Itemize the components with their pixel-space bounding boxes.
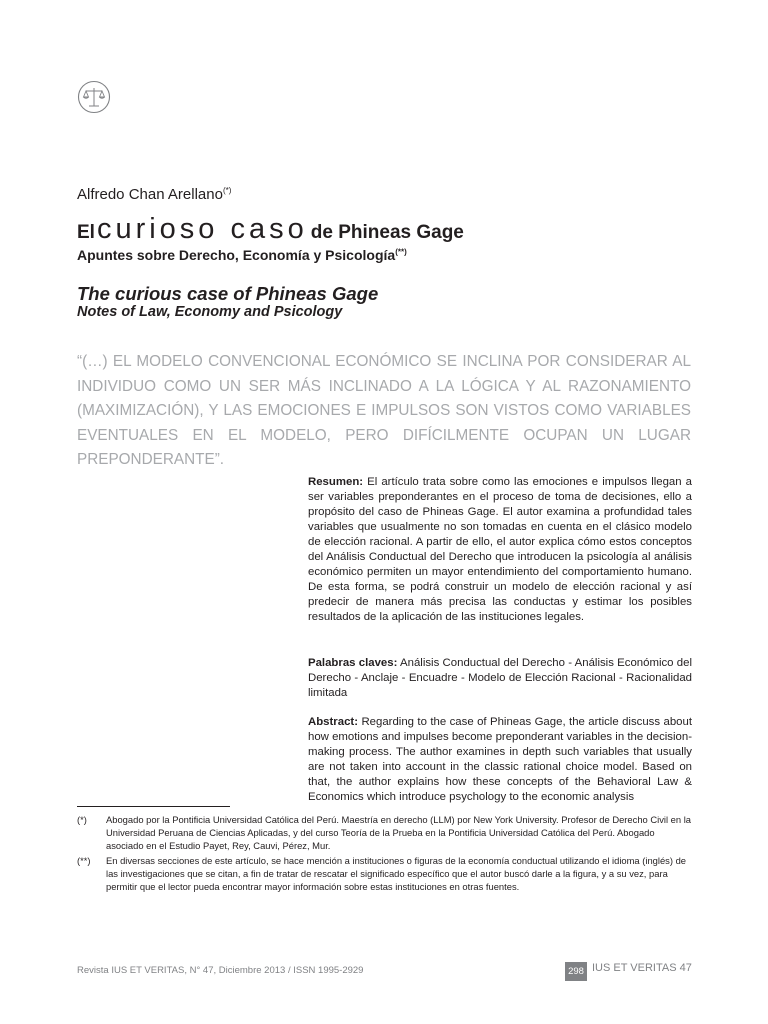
footnote-mark: (*) — [77, 814, 87, 825]
footnote-1 — [77, 813, 691, 852]
resumen-paragraph — [308, 475, 692, 625]
abstract-paragraph — [308, 715, 692, 807]
pull-quote: “(…) EL MODELO CONVENCIONAL ECONÓMICO SE INCLINA POR CONSIDERAR AL INDIVIDUO COMO UN SER MÁS INCLINADO A LA LÓGICA Y AL RAZONAMIENTO (MAXIMIZACIÓN), Y LAS EMOCIONES E IMPULSOS SON VISTOS COMO VARIABLES EVENTUALES EN EL MODELO, PERO DIFÍCILMENTE OCUPAN UN LUGAR PREPONDERANTE”. — [77, 353, 691, 468]
abstract-label: Abstract: — [308, 716, 359, 728]
article-title-english: The curious case of Phineas Gage — [77, 283, 379, 304]
keywords-paragraph — [308, 656, 692, 701]
subtitle-text: Apuntes sobre Derecho, Economía y Psicología — [77, 247, 396, 263]
author-name-text: Alfredo Chan Arellano — [77, 186, 223, 203]
journal-name: IUS ET VERITAS 47 — [592, 962, 692, 974]
article-title — [77, 213, 464, 246]
author-note-mark: (*) — [222, 186, 232, 195]
keywords-label: Palabras claves: — [308, 657, 398, 669]
resumen-text: El artículo trata sobre como las emociones e impulsos llegan a ser variables preponderantes en el proceso de toma de decisiones, ello a propósito del caso de Phineas Gage. El autor examina a profundidad tales variables que usualmente no son tomadas en cuenta en el clásico modelo de elección racional. A partir de ello, el autor explica cómo estos conceptos del Análisis Conductual del Derecho que introducen la psicología al análisis económico permiten un mayor entendimiento del comportamiento humano. De esta forma, se podrá construir un modelo de elección racional y así predecir de manera más precisa las conductas y estimar los posibles resultados de la aplicación de las instituciones legales. — [308, 476, 692, 623]
abstract-text: Regarding to the case of Phineas Gage, the article discuss about how emotions and impulses become preponderant variables in the decision-making process. The author examines in depth such variables that usually are not taken into account in the classic rational choice model. Based on that, the author explains how these concepts of the Behavioral Law & Economics which introduce psychology to the economic analysis — [308, 716, 692, 803]
footnote-text: Abogado por la Pontificia Universidad Católica del Perú. Maestría en derecho (LLM) por New York University. Profesor de Derecho Civil en la Universidad Peruana de Ciencias Aplicadas, y del curso Teoría de la Prueba en la Pontificia Universidad Católica del Perú. Abogado asociado en el Estudio Payet, Rey, Cauvi, Pérez, Mur. — [106, 814, 692, 851]
title-prefix: El — [77, 222, 95, 243]
keywords-text: Análisis Conductual del Derecho - Análisis Económico del Derecho - Anclaje - Encuadre - Modelo de Elección Racional - Racionalidad limitada — [308, 657, 692, 699]
footer-citation: Revista IUS ET VERITAS, N° 47, Diciembre 2013 / ISSN 1995-2929 — [77, 965, 364, 976]
author-name — [77, 186, 231, 203]
title-spaced: curioso caso — [96, 213, 308, 245]
footnote-text: En diversas secciones de este artículo, se hace mención a instituciones o figuras de la economía conductual utilizando el idioma (inglés) de las investigaciones que se citan, a fin de tratar de rescatar el significado específico que el autor buscó darle a la figura, y a su vez, para permitir que el lector pueda encontrar mayor información sobre estas instituciones en otras fuentes. — [106, 855, 687, 892]
article-subtitle — [77, 247, 407, 263]
footnote-2 — [77, 854, 691, 893]
scales-of-justice-icon — [77, 80, 111, 114]
footnote-divider — [77, 806, 230, 807]
subtitle-note-mark: (**) — [395, 247, 407, 257]
title-suffix: de Phineas Gage — [310, 222, 464, 243]
article-subtitle-english: Notes of Law, Economy and Psicology — [77, 304, 343, 320]
page-number: 298 — [565, 962, 587, 981]
footnote-mark: (**) — [77, 855, 91, 866]
resumen-label: Resumen: — [308, 476, 364, 488]
